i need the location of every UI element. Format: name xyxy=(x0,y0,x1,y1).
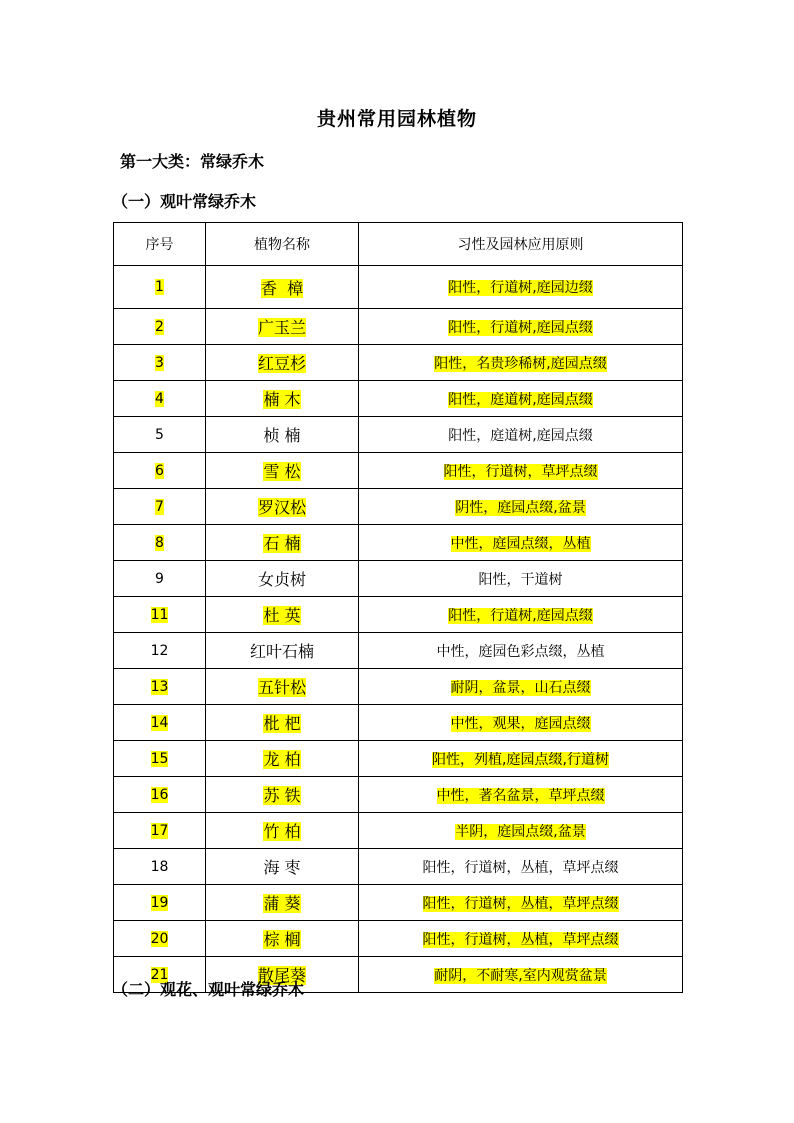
table-row xyxy=(114,381,683,417)
row-plant-name: 罗汉松 xyxy=(257,498,306,517)
row-plant-name: 楠 木 xyxy=(263,390,301,409)
row-number: 13 xyxy=(150,678,169,695)
row-number: 4 xyxy=(155,390,164,407)
row-usage: 半阴，庭园点缀,盆景 xyxy=(455,823,586,840)
table-row xyxy=(114,741,683,777)
row-plant-name: 海 枣 xyxy=(263,858,301,877)
row-usage: 阳性，行道树,庭园点缀 xyxy=(448,607,593,624)
table-row xyxy=(114,597,683,633)
row-usage: 中性，庭园色彩点缀，丛植 xyxy=(436,643,605,660)
table-row xyxy=(114,705,683,741)
row-usage: 耐阴，不耐寒,室内观赏盆景 xyxy=(434,967,607,984)
table-row xyxy=(114,417,683,453)
row-usage: 阳性，庭道树,庭园点缀 xyxy=(448,427,593,444)
row-number: 20 xyxy=(150,930,169,947)
row-usage: 中性，庭园点缀，丛植 xyxy=(450,535,591,552)
table-row xyxy=(114,266,683,309)
row-usage: 阳性，行道树,庭园点缀 xyxy=(448,319,593,336)
row-usage: 阳性，庭道树,庭园点缀 xyxy=(448,391,593,408)
row-usage: 耐阴，盆景，山石点缀 xyxy=(450,679,591,696)
row-plant-name: 棕 榈 xyxy=(263,930,301,949)
row-number: 18 xyxy=(150,858,169,875)
table-row xyxy=(114,885,683,921)
row-plant-name: 广玉兰 xyxy=(257,318,306,337)
header-plant-name: 植物名称 xyxy=(206,223,359,266)
row-number: 3 xyxy=(155,354,164,371)
plant-table xyxy=(113,222,683,993)
category-heading: 第一大类：常绿乔木 xyxy=(120,152,265,171)
row-plant-name: 桢 楠 xyxy=(263,426,301,445)
table-row xyxy=(114,813,683,849)
row-plant-name: 散尾葵 xyxy=(257,966,306,985)
row-usage: 阳性，行道树,庭园边缀 xyxy=(448,280,593,296)
table-row xyxy=(114,921,683,957)
row-number: 7 xyxy=(155,498,164,515)
row-plant-name: 杜 英 xyxy=(263,606,301,625)
header-number: 序号 xyxy=(114,223,206,266)
row-usage: 阳性，行道树，草坪点缀 xyxy=(443,463,598,480)
document-title: 贵州常用园林植物 xyxy=(316,108,477,130)
table-header-row xyxy=(114,223,683,266)
row-number: 6 xyxy=(155,462,164,479)
table-row xyxy=(114,489,683,525)
row-plant-name: 雪 松 xyxy=(263,462,301,481)
row-plant-name: 竹 柏 xyxy=(263,822,301,841)
section-heading-foliage: （一）观叶常绿乔木 xyxy=(112,192,257,211)
row-usage: 阳性，行道树，丛植，草坪点缀 xyxy=(422,859,619,876)
row-number: 17 xyxy=(150,822,169,839)
row-plant-name: 香 樟 xyxy=(260,278,304,298)
row-number: 14 xyxy=(150,714,169,731)
row-plant-name: 女贞树 xyxy=(257,570,306,589)
header-usage: 习性及园林应用原则 xyxy=(359,223,683,266)
row-number: 8 xyxy=(155,534,164,551)
row-number: 2 xyxy=(155,318,164,335)
row-number: 5 xyxy=(155,426,164,443)
table-row xyxy=(114,561,683,597)
row-number: 1 xyxy=(155,279,164,295)
table-row xyxy=(114,345,683,381)
section-heading-flower-foliage: （二）观花、观叶常绿乔木 xyxy=(112,980,305,999)
table-row xyxy=(114,453,683,489)
row-plant-name: 五针松 xyxy=(257,678,306,697)
row-usage: 中性，观果，庭园点缀 xyxy=(450,715,591,732)
row-usage: 阳性，行道树，丛植，草坪点缀 xyxy=(422,931,619,948)
row-plant-name: 枇 杷 xyxy=(263,714,301,733)
table-row xyxy=(114,777,683,813)
row-plant-name: 石 楠 xyxy=(263,534,301,553)
row-number: 9 xyxy=(155,570,164,587)
row-usage: 阴性，庭园点缀,盆景 xyxy=(455,499,586,516)
row-usage: 阳性，列植,庭园点缀,行道树 xyxy=(432,751,609,768)
table-row xyxy=(114,633,683,669)
table-row xyxy=(114,669,683,705)
table-row xyxy=(114,309,683,345)
row-usage: 阳性，行道树，丛植，草坪点缀 xyxy=(422,895,619,912)
row-number: 11 xyxy=(150,606,169,623)
row-number: 16 xyxy=(150,786,169,803)
row-plant-name: 龙 柏 xyxy=(263,750,301,769)
row-usage: 阳性，干道树 xyxy=(478,571,563,588)
row-number: 19 xyxy=(150,894,169,911)
table-row xyxy=(114,525,683,561)
row-usage: 中性，著名盆景，草坪点缀 xyxy=(436,787,605,804)
row-plant-name: 红豆杉 xyxy=(257,354,306,373)
row-usage: 阳性，名贵珍稀树,庭园点缀 xyxy=(434,355,607,372)
row-number: 15 xyxy=(150,750,169,767)
table-row xyxy=(114,849,683,885)
row-number: 21 xyxy=(150,966,169,983)
row-plant-name: 苏 铁 xyxy=(263,786,301,805)
row-plant-name: 红叶石楠 xyxy=(249,642,314,661)
row-number: 12 xyxy=(150,642,169,659)
row-plant-name: 蒲 葵 xyxy=(263,894,301,913)
